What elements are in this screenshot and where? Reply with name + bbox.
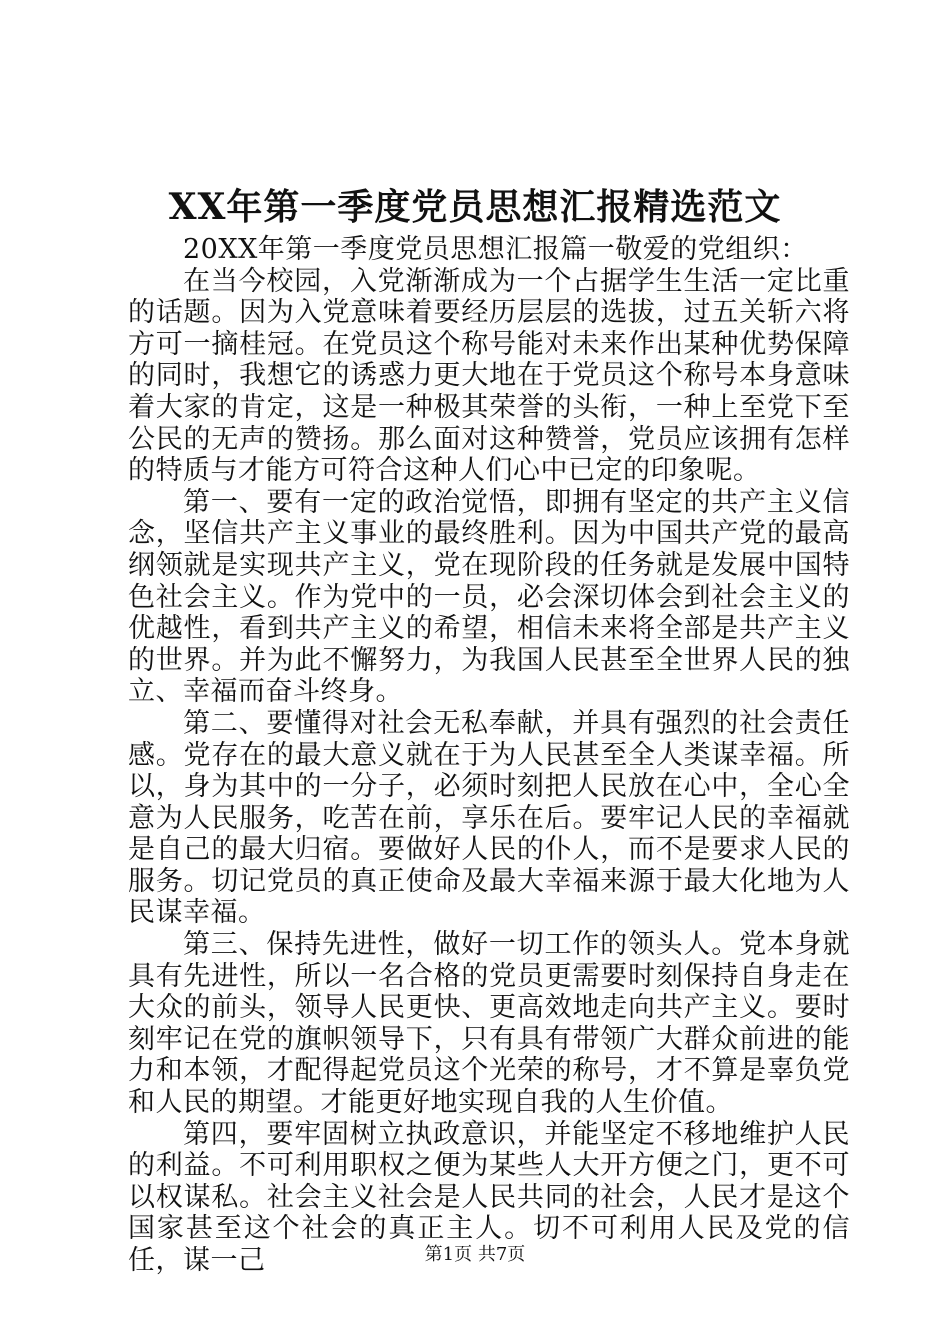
point-two-paragraph: 第二、要懂得对社会无私奉献，并具有强烈的社会责任感。党存在的最大意义就在于为人民甚至全人类谋幸福。所以，身为其中的一分子，必须时刻把人民放在心中，全心全意为人民服务，吃苦在前，享乐在后。要牢记人民的幸福就是自己的最大归宿。要做好人民的仆人，而不是要求人民的服务。切记党员的真正使命及最大幸福来源于最大化地为人民谋幸福。 — [128, 707, 850, 929]
point-three-paragraph: 第三、保持先进性，做好一切工作的领头人。党本身就具有先进性，所以一名合格的党员更需要时刻保持自身走在大众的前头，领导人民更快、更高效地走向共产主义。要时刻牢记在党的旗帜领导下，只有具有带领广大群众前进的能力和本领，才配得起党员这个光荣的称号，才不算是辜负党和人民的期望。才能更好地实现自我的人生价值。 — [128, 929, 850, 1119]
document-body — [128, 234, 850, 1277]
salutation-paragraph: 20XX年第一季度党员思想汇报篇一敬爱的党组织： — [183, 234, 808, 265]
page-number-footer: 第1页 共7页 — [424, 1244, 526, 1265]
point-one-paragraph: 第一、要有一定的政治觉悟，即拥有坚定的共产主义信念，坚信共产主义事业的最终胜利。因为中国共产党的最高纲领就是实现共产主义，党在现阶段的任务就是发展中国特色社会主义。作为党中的一员，必会深切体会到社会主义的优越性，看到共产主义的希望，相信未来将全部是共产主义的世界。并为此不懈努力，为我国人民甚至全世界人民的独立、幸福而奋斗终身。 — [128, 486, 850, 708]
point-four-paragraph: 第四，要牢固树立执政意识，并能坚定不移地维护人民的利益。不可利用职权之便为某些人大开方便之门，更不可以权谋私。社会主义社会是人民共同的社会，人民才是这个国家甚至这个社会的真正主人。切不可利用人民及党的信任，谋一己 — [128, 1118, 850, 1276]
document-title: XX年第一季度党员思想汇报精选范文 — [168, 186, 782, 228]
intro-paragraph: 在当今校园，入党渐渐成为一个占据学生生活一定比重的话题。因为入党意味着要经历层层的选拔，过五关斩六将方可一摘桂冠。在党员这个称号能对未来作出某种优势保障的同时，我想它的诱惑力更大地在于党员这个称号本身意味着大家的肯定，这是一种极其荣誉的头衔，一种上至党下至公民的无声的赞扬。那么面对这种赞誉，党员应该拥有怎样的特质与才能方可符合这种人们心中已定的印象呢。 — [128, 265, 850, 487]
